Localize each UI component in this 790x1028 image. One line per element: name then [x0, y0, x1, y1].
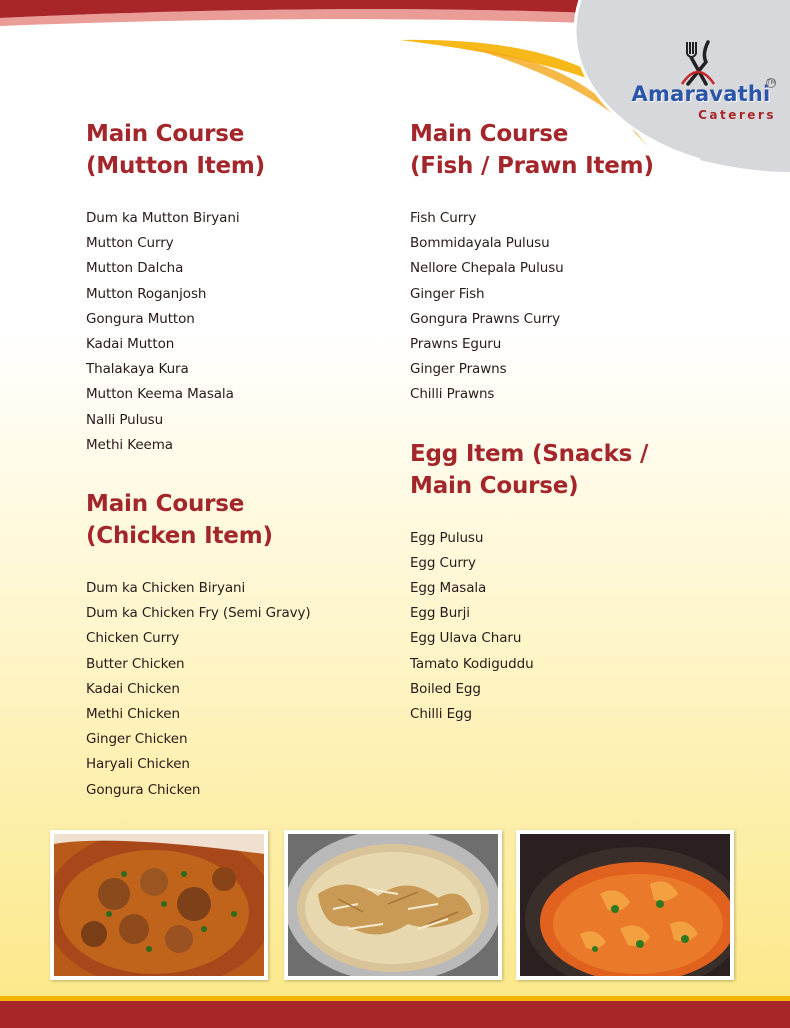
mutton-item-list [86, 206, 386, 458]
fish-section-title: Main Course (Fish / Prawn Item) [410, 121, 654, 179]
list-item: Prawns Eguru [410, 336, 502, 353]
chicken-curry-photo [50, 830, 268, 980]
footer-bar [0, 996, 790, 1028]
list-item: Mutton Keema Masala [86, 386, 234, 403]
prawn-curry-photo-icon [520, 834, 730, 976]
left-column [86, 118, 386, 803]
list-item: Fish Curry [410, 210, 477, 226]
list-item: Thalakaya Kura [86, 361, 189, 378]
list-item: Chicken Curry [86, 630, 180, 647]
list-item: Egg Curry [410, 554, 476, 571]
chicken-curry-photo-icon [54, 834, 264, 976]
list-item: Butter Chicken [86, 655, 185, 672]
list-item: Haryali Chicken [86, 756, 190, 773]
egg-item-list [410, 526, 740, 728]
list-item: Methi Keema [86, 436, 173, 453]
list-item: Gongura Chicken [86, 781, 201, 798]
list-item: Ginger Chicken [86, 731, 188, 748]
fish-item-list [410, 206, 740, 408]
mutton-section-title: Main Course (Mutton Item) [86, 121, 265, 179]
list-item: Chilli Prawns [410, 386, 495, 403]
list-item: Egg Masala [410, 580, 487, 597]
list-item: Egg Ulava Charu [410, 630, 522, 647]
prawn-curry-photo [516, 830, 734, 980]
biryani-photo-icon [288, 834, 498, 976]
list-item: Dum ka Chicken Biryani [86, 580, 246, 597]
list-item: Nalli Pulusu [86, 411, 164, 428]
list-item: Gongura Mutton [86, 310, 195, 327]
right-column [410, 118, 740, 727]
list-item: Nellore Chepala Pulusu [410, 260, 564, 277]
list-item: Mutton Dalcha [86, 260, 184, 277]
list-item: Chilli Egg [410, 706, 472, 723]
list-item: Boiled Egg [410, 680, 481, 697]
list-item: Kadai Chicken [86, 680, 180, 697]
list-item: Kadai Mutton [86, 336, 175, 353]
list-item: Ginger Prawns [410, 361, 507, 378]
list-item: Mutton Curry [86, 235, 174, 252]
egg-section-title: Egg Item (Snacks / Main Course) [410, 440, 649, 499]
trademark-badge: TM [767, 79, 776, 86]
list-item: Ginger Fish [410, 285, 485, 302]
list-item: Gongura Prawns Curry [410, 310, 561, 327]
chicken-section-title: Main Course (Chicken Item) [86, 491, 273, 550]
biryani-photo [284, 830, 502, 980]
list-item: Bommidayala Pulusu [410, 235, 550, 252]
list-item: Tamato Kodiguddu [410, 655, 534, 672]
list-item: Egg Burji [410, 605, 470, 622]
chicken-item-list [86, 576, 386, 803]
fork-knife-logo-icon [676, 40, 720, 86]
list-item: Egg Pulusu [410, 529, 484, 546]
brand-name: Amaravathi [631, 82, 771, 106]
list-item: Mutton Roganjosh [86, 285, 207, 302]
list-item: Dum ka Mutton Biryani [86, 210, 240, 226]
brand-subtitle: Caterers [698, 108, 776, 122]
list-item: Dum ka Chicken Fry (Semi Gravy) [86, 605, 311, 622]
logo [616, 40, 780, 130]
list-item: Methi Chicken [86, 706, 180, 723]
